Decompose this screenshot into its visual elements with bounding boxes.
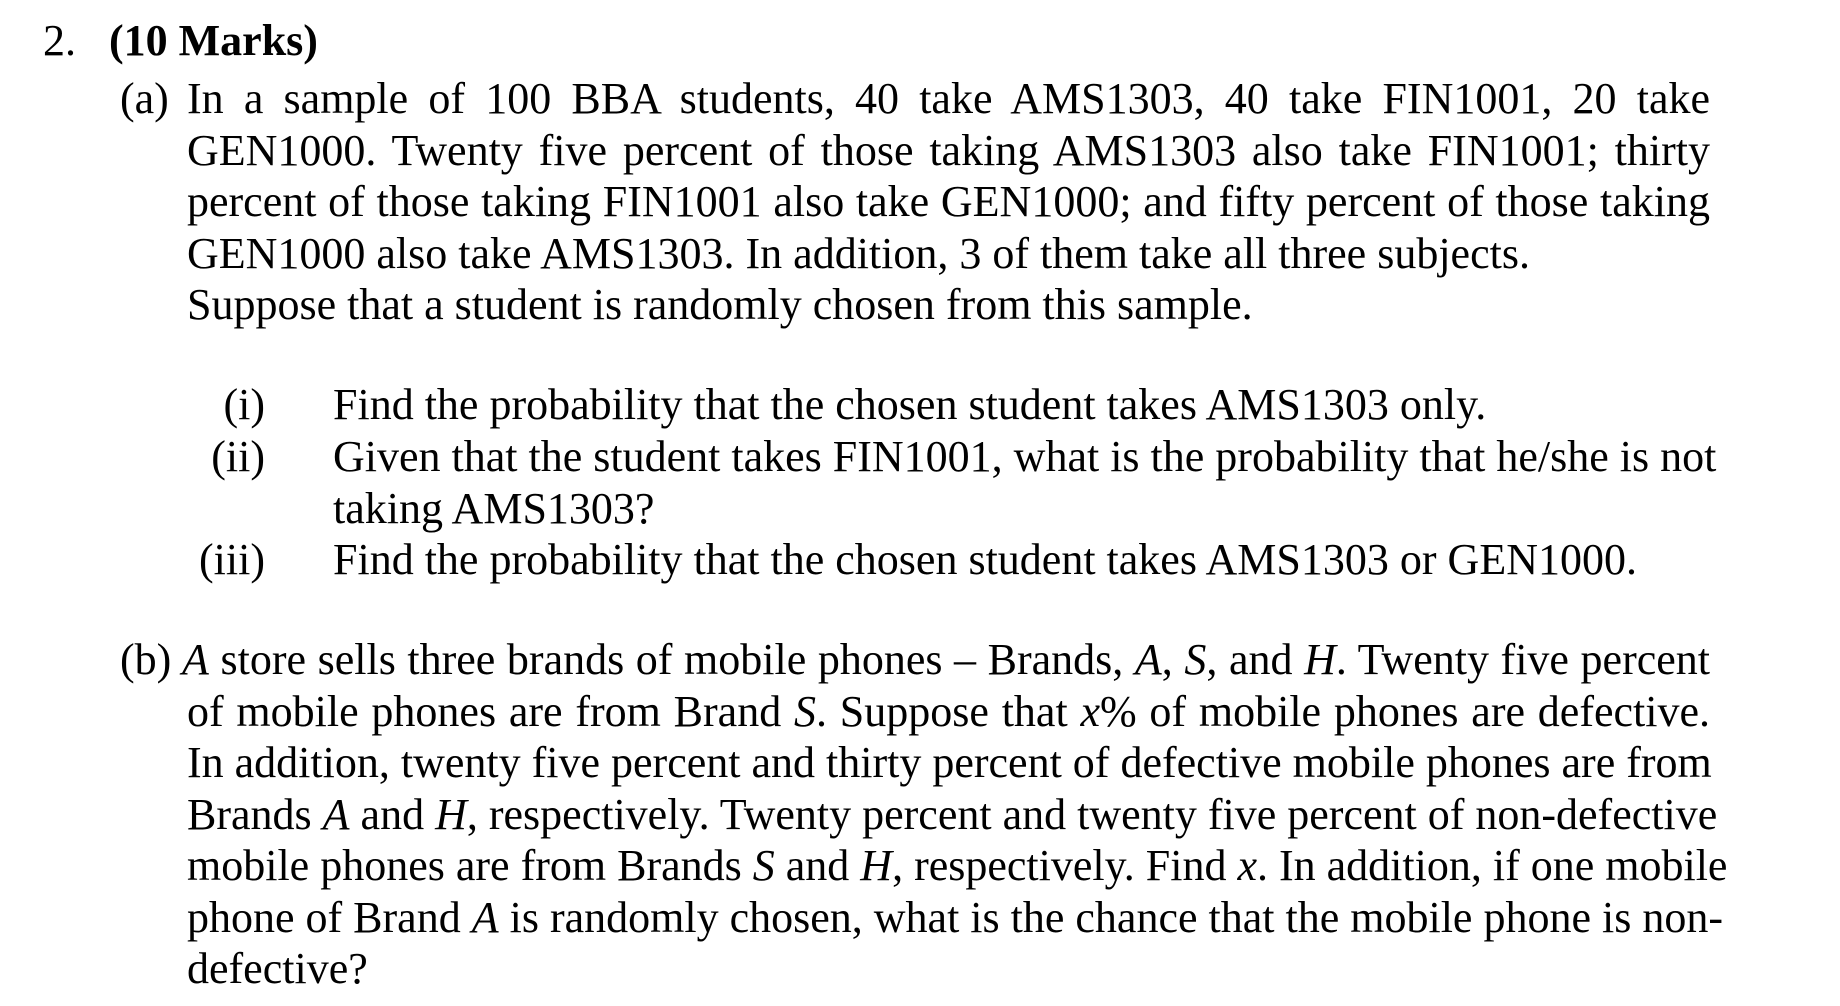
subpart-ii-line-1: Given that the student takes FIN1001, what is the probability that he/she is not — [333, 432, 1717, 481]
question-header — [43, 15, 318, 67]
subpart-ii-text — [333, 431, 1717, 534]
subpart-i-label: (i) — [223, 380, 265, 429]
part-b-line-6: phone of Brand A is randomly chosen, what is the chance that the mobile phone is non- — [187, 892, 1723, 942]
part-a-line-3: percent of those taking FIN1001 also take GEN1000; and fifty percent of those taking — [187, 177, 1710, 226]
part-b-label: (b) — [120, 635, 172, 684]
part-b-line-7: defective? — [187, 944, 368, 993]
subpart-ii-label: (ii) — [211, 432, 265, 481]
part-a-line-4: GEN1000 also take AMS1303. In addition, 3 of them take all three subjects. — [187, 228, 1530, 278]
part-a-label: (a) — [120, 74, 169, 123]
subpart-iii-line-1: Find the probability that the chosen student takes AMS1303 or GEN1000. — [333, 535, 1637, 584]
part-b-line-3: In addition, twenty five percent and thirty percent of defective mobile phones are from — [187, 738, 1712, 787]
subpart-i-text — [333, 379, 1710, 431]
part-a-text — [187, 73, 1710, 331]
subpart-iii-text — [333, 534, 1710, 586]
part-a-line-2: GEN1000. Twenty five percent of those taking AMS1303 also take FIN1001; thirty — [187, 125, 1710, 175]
part-b-line-4: Brands A and H, respectively. Twenty percent and twenty five percent of non-defective — [187, 789, 1718, 839]
part-a-line-1: In a sample of 100 BBA students, 40 take AMS1303, 40 take FIN1001, 20 take — [187, 74, 1710, 123]
question-marks: (10 Marks) — [109, 16, 318, 65]
subpart-i-line-1: Find the probability that the chosen student takes AMS1303 only. — [333, 380, 1487, 429]
subpart-iii-label: (iii) — [199, 535, 265, 584]
subpart-ii-line-2: taking AMS1303? — [333, 483, 655, 533]
part-b-line-2: of mobile phones are from Brand S. Suppose that x% of mobile phones are defective. — [187, 686, 1711, 736]
part-b-line-5: mobile phones are from Brands S and H, respectively. Find x. In addition, if one mobile — [187, 841, 1728, 890]
question-number: 2. — [43, 16, 76, 65]
part-a-line-5: Suppose that a student is randomly chosen from this sample. — [187, 280, 1253, 329]
part-b-line-1: A store sells three brands of mobile phones – Brands, A, S, and H. Twenty five percent — [182, 635, 1711, 684]
part-b-text — [182, 634, 1728, 995]
